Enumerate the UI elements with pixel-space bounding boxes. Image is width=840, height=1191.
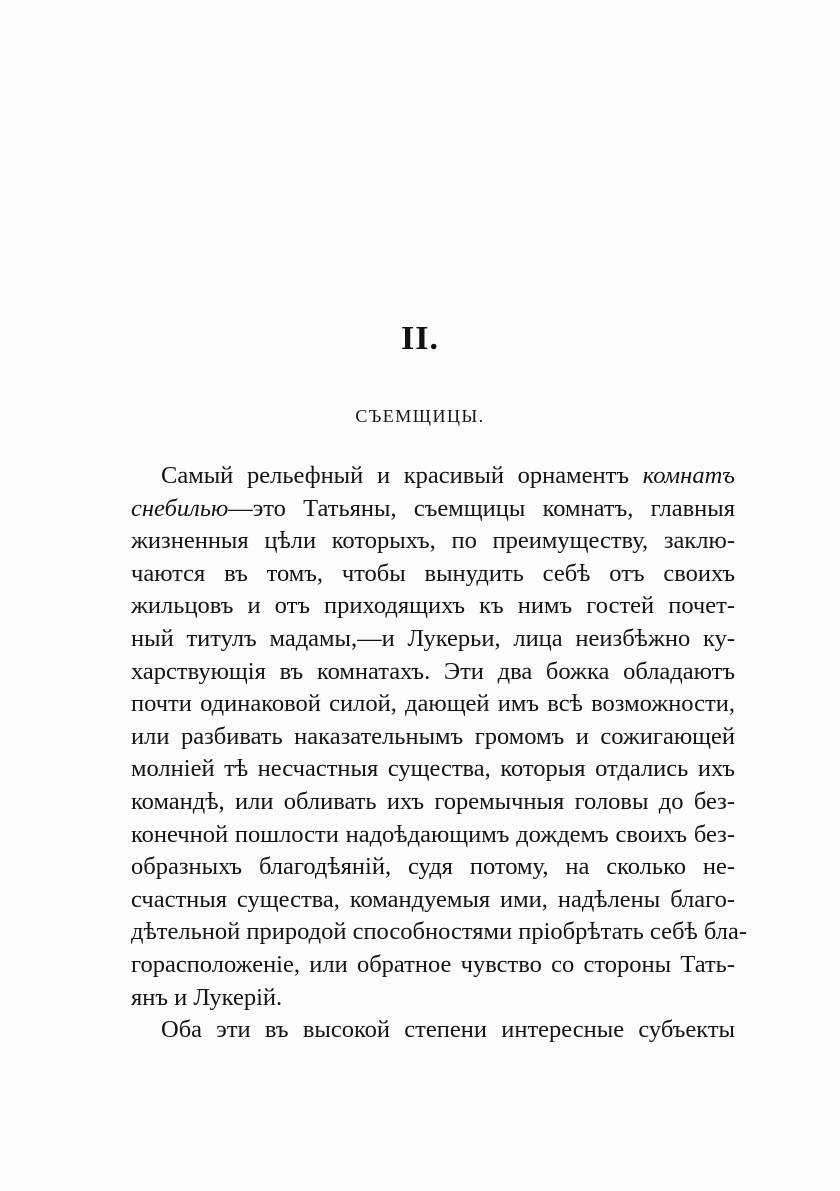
- text-line: [131, 493, 735, 526]
- text-line: [131, 753, 735, 786]
- text-span: ный титулъ мадамы,—и Лукерьи, лица неизбѣжно ку-: [131, 624, 735, 652]
- text-span: харствующія въ комнатахъ. Эти два божка обладаютъ: [131, 657, 735, 685]
- text-span: командѣ, или обливать ихъ горемычныя головы до без-: [131, 787, 735, 815]
- text-span: почти одинаковой силой, дающей имъ всѣ возможности,: [131, 690, 735, 718]
- text-line: [131, 590, 735, 623]
- text-span: горасположеніе, или обратное чувство со стороны Тать-: [131, 950, 735, 978]
- text-span: молніей тѣ несчастныя существа, которыя отдались ихъ: [131, 755, 735, 783]
- text-span: чаются въ томъ, чтобы вынудить себѣ отъ своихъ: [131, 559, 735, 587]
- text-line: [131, 460, 735, 493]
- text-span: или разбивать наказательнымъ громомъ и сожигающей: [131, 722, 735, 750]
- text-line: [131, 982, 735, 1015]
- text-span: конечной пошлости надоѣдающимъ дождемъ своихъ без-: [131, 820, 735, 848]
- text-span: —это Татьяны, съемщицы комнатъ, главныя: [228, 494, 735, 522]
- text-line: [131, 851, 735, 884]
- text-span: Оба эти въ высокой степени интересные субъекты: [161, 1016, 735, 1044]
- text-line: [131, 819, 735, 852]
- text-span: образныхъ благодѣяній, судя потому, на сколько не-: [131, 853, 735, 881]
- text-line: [131, 656, 735, 689]
- text-line: [131, 1014, 735, 1047]
- body-text: [131, 460, 747, 1047]
- chapter-title: СЪЕМЩИЦЫ.: [355, 406, 485, 426]
- text-line: [131, 558, 735, 591]
- text-line: [131, 786, 735, 819]
- text-line: [131, 525, 735, 558]
- text-span: жильцовъ и отъ приходящихъ къ нимъ гостей почет-: [131, 592, 735, 620]
- text-span: янъ и Лукерій.: [131, 983, 283, 1011]
- text-span: Самый рельефный и красивый орнаментъ: [161, 462, 643, 489]
- text-line: [131, 949, 735, 982]
- text-line: [131, 884, 735, 917]
- italic-word: снебилью: [131, 494, 229, 522]
- text-line: [131, 688, 735, 721]
- chapter-number: II.: [401, 320, 439, 357]
- text-line: [131, 721, 735, 754]
- text-line: [131, 623, 735, 656]
- text-span: дѣтельной природой способностями пріобрѣтать себѣ бла-: [131, 918, 747, 946]
- text-span: жизненныя цѣли которыхъ, по преимуществу, заклю-: [131, 527, 735, 555]
- text-line: [131, 916, 747, 949]
- text-span: счастныя существа, командуемыя ими, надѣлены благо-: [131, 885, 735, 913]
- italic-word: комнатъ: [642, 462, 735, 489]
